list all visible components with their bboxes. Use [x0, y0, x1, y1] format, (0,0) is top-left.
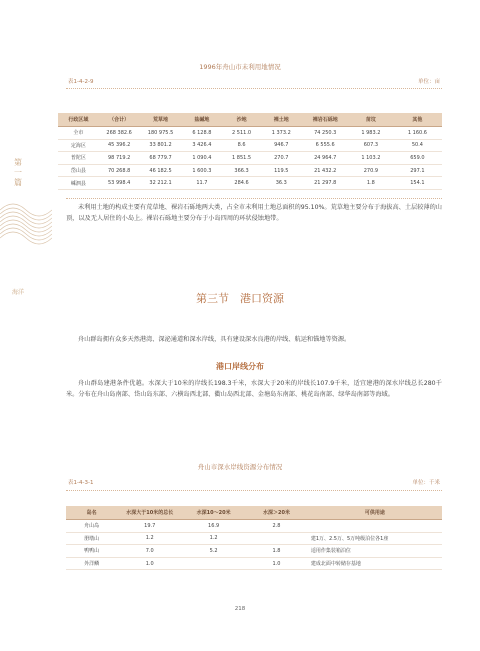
- table-cell: [308, 520, 442, 533]
- wave-decoration: [0, 150, 52, 270]
- table-cell: 268 382.6: [99, 127, 140, 140]
- port-intro-paragraph: 舟山群岛拥有众多天然港湾、深泌通道和深水岸线，具有建设深水良港的岸线、航运和锚地等资源。: [78, 336, 351, 343]
- table-row: [58, 177, 442, 190]
- chapter-label: 第一篇: [14, 158, 22, 187]
- table-cell: 53 998.4: [99, 177, 140, 190]
- table-cell: 21 297.8: [302, 177, 349, 190]
- table-row: [66, 545, 442, 558]
- table-cell: 岱山县: [58, 164, 99, 177]
- table-cell: [245, 532, 308, 545]
- table-row: [58, 127, 442, 140]
- table-cell: 284.6: [222, 177, 261, 190]
- table-cell: 45 396.2: [99, 139, 140, 152]
- table1-id: 表1-4-2-9: [68, 79, 94, 85]
- port-conditions-paragraph: 舟山群岛建港条件优越。水深大于10米的岸线长198.3千米，水深大于20米的岸线长107.9千米，适宜建港的深水岸线总长280千米。分布在舟山岛南部、岱山岛东部、六横岛西北部、衢山岛西北部、金塘岛东南部、桃花岛南部、绿华岛南部等海域。: [66, 380, 442, 398]
- table-cell: 98 719.2: [99, 152, 140, 165]
- table-cell: 36.3: [261, 177, 302, 190]
- table-cell: 50.4: [393, 139, 442, 152]
- table-row: [58, 139, 442, 152]
- table1-top-rule: [66, 88, 442, 89]
- table-cell: 1.2: [117, 532, 182, 545]
- land-composition-paragraph: 未利用土地的构成主要有荒草地、裸岩石砾地两大类，占全市未利用土地总面积的95.10%。荒草地主要分布于海拔高、土层较薄的山顶，以及无人居住的小岛上。裸岩石砾地主要分布于小岛四周的环状侵蚀地带。: [66, 204, 442, 222]
- table-cell: 外洋鳞: [66, 557, 117, 570]
- table-row: [58, 152, 442, 165]
- table-cell: 1 103.2: [349, 152, 393, 165]
- table-cell: 1.2: [182, 532, 245, 545]
- table1-unit: 单位：亩: [417, 79, 440, 85]
- table-cell: 1 160.6: [393, 127, 442, 140]
- table2-meta: [68, 478, 440, 486]
- table-cell: 适用作集装箱泊位: [308, 545, 442, 558]
- table-cell: 建1万、2.5万、5万吨级泊位各1座: [308, 532, 442, 545]
- table-cell: 1 090.4: [182, 152, 223, 165]
- table2-header-row: [66, 506, 442, 520]
- subsection-title: 港口岸线分布: [216, 361, 264, 371]
- table-cell: 366.3: [222, 164, 261, 177]
- table-cell: 1.8: [349, 177, 393, 190]
- table-cell: 建成北面中转储存基地: [308, 557, 442, 570]
- table2-top-rule: [66, 490, 442, 491]
- table-cell: 16.9: [182, 520, 245, 533]
- table-cell: 普陀区: [58, 152, 99, 165]
- table-cell: 册墩山: [66, 532, 117, 545]
- table-cell: 607.3: [349, 139, 393, 152]
- table-cell: 24 964.7: [302, 152, 349, 165]
- table-cell: 5.2: [182, 545, 245, 558]
- table2-unit: 单位：千米: [412, 480, 440, 486]
- table-cell: 6 128.8: [182, 127, 223, 140]
- column-header: （合计）: [99, 113, 140, 127]
- table-cell: 33 801.2: [139, 139, 181, 152]
- table2-title: 舟山市深水岸线资源分布情况: [197, 463, 283, 471]
- table-cell: 119.5: [261, 164, 302, 177]
- table-cell: 嵊泗县: [58, 177, 99, 190]
- column-header: 可供用途: [308, 506, 442, 520]
- table1-title: 1996年舟山市未利用地情况: [199, 63, 281, 71]
- table-row: [66, 532, 442, 545]
- column-header: 裸土地: [261, 113, 302, 127]
- table-cell: 全市: [58, 127, 99, 140]
- table-cell: 46 182.5: [139, 164, 181, 177]
- table-cell: 1 600.3: [182, 164, 223, 177]
- table-cell: 70 268.8: [99, 164, 140, 177]
- table-cell: 19.7: [117, 520, 182, 533]
- table-cell: 270.9: [349, 164, 393, 177]
- table-cell: 2 511.0: [222, 127, 261, 140]
- table-cell: [182, 557, 245, 570]
- table-row: [58, 164, 442, 177]
- table2-id: 表1-4-3-1: [68, 480, 94, 486]
- table-cell: 11.7: [182, 177, 223, 190]
- table-cell: 74 250.3: [302, 127, 349, 140]
- table-cell: 1 373.2: [261, 127, 302, 140]
- column-header: 行政区域: [58, 113, 99, 127]
- column-header: 水深10～20米: [182, 506, 245, 520]
- table-cell: 舟山岛: [66, 520, 117, 533]
- column-header: 沙地: [222, 113, 261, 127]
- column-header: 荒草地: [139, 113, 181, 127]
- table-cell: 21 432.2: [302, 164, 349, 177]
- table-cell: 32 212.1: [139, 177, 181, 190]
- table-cell: 定海区: [58, 139, 99, 152]
- table-cell: 8.6: [222, 139, 261, 152]
- table-cell: 68 779.7: [139, 152, 181, 165]
- table-cell: 7.0: [117, 545, 182, 558]
- table1-meta: [68, 77, 440, 85]
- column-header: 裸岩石砾地: [302, 113, 349, 127]
- column-header: 水深大于10米的总长: [117, 506, 182, 520]
- table-cell: 946.7: [261, 139, 302, 152]
- unused-land-table: [58, 113, 442, 190]
- table-cell: 270.7: [261, 152, 302, 165]
- table-cell: 1 983.2: [349, 127, 393, 140]
- table1-bottom-rule: [66, 198, 442, 199]
- table-cell: 6 555.6: [302, 139, 349, 152]
- column-header: 盐碱地: [182, 113, 223, 127]
- table-cell: 3 426.4: [182, 139, 223, 152]
- table-row: [66, 520, 442, 533]
- topic-label: 海洋: [12, 289, 25, 296]
- deepwater-shoreline-table: [66, 506, 442, 570]
- table-cell: 鸭鸭山: [66, 545, 117, 558]
- table-cell: 297.1: [393, 164, 442, 177]
- column-header: 岛名: [66, 506, 117, 520]
- column-header: 苗坟: [349, 113, 393, 127]
- table-cell: 2.8: [245, 520, 308, 533]
- page-number: 218: [234, 606, 246, 612]
- table1-header-row: [58, 113, 442, 127]
- table-row: [66, 557, 442, 570]
- table-cell: 659.0: [393, 152, 442, 165]
- table-cell: 1.8: [245, 545, 308, 558]
- table-cell: 180 975.5: [139, 127, 181, 140]
- section-title: 第三节 港口资源: [196, 292, 284, 305]
- table-cell: 1.0: [245, 557, 308, 570]
- table-cell: 154.1: [393, 177, 442, 190]
- column-header: 其他: [393, 113, 442, 127]
- column-header: 水深＞20米: [245, 506, 308, 520]
- table-cell: 1.0: [117, 557, 182, 570]
- table-cell: 1 851.5: [222, 152, 261, 165]
